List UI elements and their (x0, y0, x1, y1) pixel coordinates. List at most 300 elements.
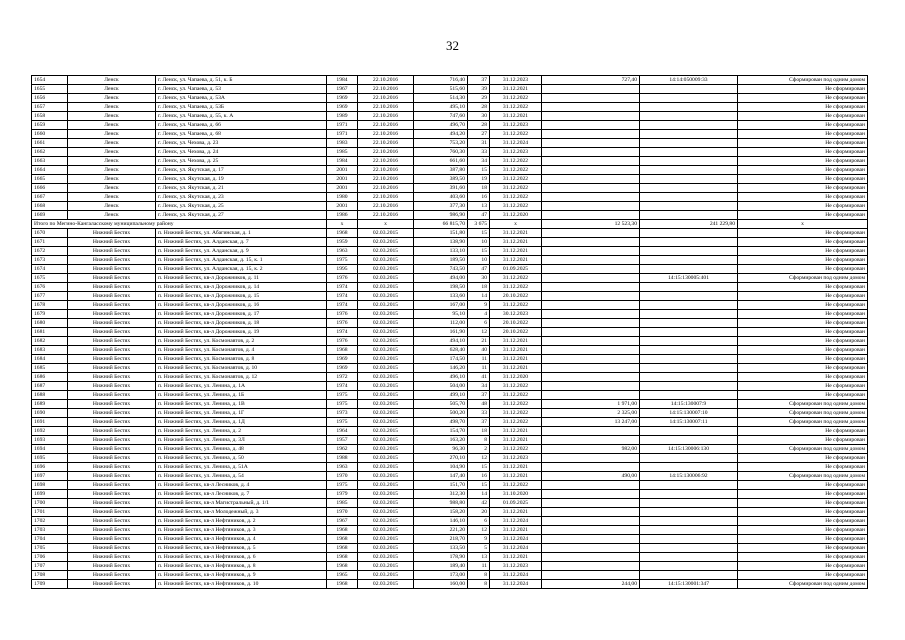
cell-build-year: 1975 (327, 418, 358, 427)
cell-land-status: Не сформирован (738, 490, 868, 499)
cell-land-area (542, 391, 640, 400)
table-row (32, 166, 868, 175)
cell-deadline: 31.12.2021 (490, 427, 542, 436)
cell-address: п. Нижний Бестях, ул. Алданская, д. 7 (156, 238, 327, 247)
cell-build-year: 2001 (327, 184, 358, 193)
cell-address: г. Ленск, ул. Якутская, д. 25 (156, 202, 327, 211)
cell-residents: 39 (468, 85, 490, 94)
cell-row-number: 1663 (32, 157, 68, 166)
cell-residents: 15 (468, 481, 490, 490)
cell-land-status: Не сформирован (738, 130, 868, 139)
cell-row-number: 1668 (32, 202, 68, 211)
cell-land-area (542, 355, 640, 364)
cell-address: п. Нижний Бестях, кв-л Дорожников, д. 19 (156, 328, 327, 337)
cell-land-status: Не сформирован (738, 373, 868, 382)
cell-land-area (542, 175, 640, 184)
cell-deadline: 31.12.2021 (490, 112, 542, 121)
cell-land-area (542, 157, 640, 166)
cell-address: г. Ленск, ул. Чапаева, д. 53А (156, 94, 327, 103)
cell-row-number: 1659 (32, 121, 68, 130)
cell-deadline: 31.12.2021 (490, 238, 542, 247)
cell-cadastral-number (640, 139, 738, 148)
cell-build-year: 2001 (327, 166, 358, 175)
cell-land-area (542, 382, 640, 391)
cell-land-area: 1 971,00 (542, 400, 640, 409)
cell-cadastral-number: 14:15:130006:130 (640, 445, 738, 454)
cell-area: 189,50 (414, 256, 468, 265)
table-row (32, 148, 868, 157)
cell-land-status: Не сформирован (738, 184, 868, 193)
cell-build-year: 1985 (327, 499, 358, 508)
cell-settlement: Нижний Бестях (68, 319, 156, 328)
cell-row-number: 1677 (32, 292, 68, 301)
cell-residents: 4 (468, 310, 490, 319)
cell-address: п. Нижний Бестях, кв-л Дорожников, д. 17 (156, 310, 327, 319)
cell-land-area (542, 139, 640, 148)
cell-residents: 48 (468, 400, 490, 409)
cell-build-year: 1969 (327, 103, 358, 112)
cell-residents: 40 (468, 346, 490, 355)
cell-deadline: 31.12.2023 (490, 121, 542, 130)
cell-area: 628,40 (414, 346, 468, 355)
cell-residents: 37 (468, 391, 490, 400)
cell-cadastral-number (640, 319, 738, 328)
cell-build-year: 1979 (327, 490, 358, 499)
cell-deadline: 31.12.2022 (490, 301, 542, 310)
table-row (32, 121, 868, 130)
cell-address: п. Нижний Бестях, ул. Космонавтов, д. 12 (156, 373, 327, 382)
cell-cadastral-number (640, 463, 738, 472)
cell-address: п. Нижний Бестях, кв-л Нефтяников, д. 10 (156, 580, 327, 589)
cell-cadastral-number (640, 292, 738, 301)
cell-area: 391,60 (414, 184, 468, 193)
cell-land-status: Не сформирован (738, 571, 868, 580)
cell-address: п. Нижний Бестях, кв-л Молодежный, д. 3 (156, 508, 327, 517)
cell-area: 312,30 (414, 490, 468, 499)
cell-land-status: Не сформирован (738, 508, 868, 517)
cell-land-status: Не сформирован (738, 193, 868, 202)
housing-register-table (31, 75, 868, 589)
cell-inclusion-date: 02.03.2015 (358, 283, 414, 292)
cell-land-status: Не сформирован (738, 517, 868, 526)
cell-row-number: 1708 (32, 571, 68, 580)
cell-land-area (542, 202, 640, 211)
table-row (32, 247, 868, 256)
cell-build-year: 1976 (327, 274, 358, 283)
cell-address: п. Нижний Бестях, ул. Ленина, д. 1А (156, 382, 327, 391)
table-row (32, 364, 868, 373)
cell-land-status: Не сформирован (738, 112, 868, 121)
cell-build-year: 1974 (327, 328, 358, 337)
cell-deadline: 31.12.2022 (490, 283, 542, 292)
cell-deadline: 31.12.2021 (490, 256, 542, 265)
cell-land-area (542, 337, 640, 346)
cell-land-status: Не сформирован (738, 283, 868, 292)
table-row (32, 499, 868, 508)
cell-cadastral-number (640, 202, 738, 211)
cell-settlement: Ленск (68, 211, 156, 220)
cell-build-year: 1969 (327, 364, 358, 373)
cell-inclusion-date: 02.03.2015 (358, 400, 414, 409)
cell-address: г. Ленск, ул. Чапаева, д. 68 (156, 130, 327, 139)
cell-area: 716,40 (414, 76, 468, 85)
table-row (32, 319, 868, 328)
cell-inclusion-date: 02.03.2015 (358, 364, 414, 373)
cell-inclusion-date: 02.03.2015 (358, 454, 414, 463)
table-row (32, 382, 868, 391)
cell-residents: 28 (468, 103, 490, 112)
cell-residents: 33 (468, 148, 490, 157)
cell-residents: 19 (468, 175, 490, 184)
cell-settlement: Нижний Бестях (68, 409, 156, 418)
cell-build-year: 1969 (327, 355, 358, 364)
cell-residents: 11 (468, 562, 490, 571)
cell-land-status: Не сформирован (738, 139, 868, 148)
table-row (32, 175, 868, 184)
cell-address: п. Нижний Бестях, кв-л Дорожников, д. 14 (156, 283, 327, 292)
cell-land-area (542, 310, 640, 319)
table-row (32, 463, 868, 472)
cell-row-number: 1674 (32, 265, 68, 274)
cell-build-year: 1968 (327, 346, 358, 355)
cell-residents: 14 (468, 490, 490, 499)
cell-land-status: Не сформирован (738, 553, 868, 562)
cell-cadastral-number (640, 382, 738, 391)
cell-area: 500,20 (414, 409, 468, 418)
cell-inclusion-date: 02.03.2015 (358, 256, 414, 265)
cell-address: п. Нижний Бестях, ул. Алданская, д. 15, к. 1 (156, 256, 327, 265)
cell-deadline: 31.10.2020 (490, 490, 542, 499)
cell-land-status: Сформирован под одним домом (738, 445, 868, 454)
cell-cadastral-number: 14:15:130005:401 (640, 274, 738, 283)
cell-build-year: 2001 (327, 202, 358, 211)
cell-land-status: Не сформирован (738, 301, 868, 310)
cell-area: 515,60 (414, 85, 468, 94)
cell-address: п. Нижний Бестях, ул. Ленина, д. 50 (156, 454, 327, 463)
cell-inclusion-date: 22.10.2016 (358, 175, 414, 184)
cell-inclusion-date: 22.10.2016 (358, 148, 414, 157)
cell-inclusion-date: 02.03.2015 (358, 544, 414, 553)
cell-land-area (542, 463, 640, 472)
cell-residents: 13 (468, 202, 490, 211)
cell-residents: 18 (468, 283, 490, 292)
cell-land-area (542, 193, 640, 202)
cell-area: 504,00 (414, 382, 468, 391)
cell-settlement: Нижний Бестях (68, 472, 156, 481)
cell-deadline: 31.12.2022 (490, 175, 542, 184)
cell-area: 218,70 (414, 535, 468, 544)
cell-row-number: 1709 (32, 580, 68, 589)
cell-land-area (542, 265, 640, 274)
cell-land-area (542, 130, 640, 139)
cell-land-area (542, 436, 640, 445)
cell-land-area (542, 112, 640, 121)
cell-inclusion-date: 02.03.2015 (358, 499, 414, 508)
cell-inclusion-date: 02.03.2015 (358, 472, 414, 481)
table-row (32, 427, 868, 436)
cell-cadastral-number (640, 121, 738, 130)
table-row (32, 130, 868, 139)
cell-deadline: 31.12.2021 (490, 337, 542, 346)
cell-deadline: 31.12.2022 (490, 202, 542, 211)
cell-land-area (542, 553, 640, 562)
cell-inclusion-date: 02.03.2015 (358, 517, 414, 526)
cell-area: 403,60 (414, 193, 468, 202)
cell-land-status: Не сформирован (738, 427, 868, 436)
cell-residents: 33 (468, 409, 490, 418)
cell-cadastral-number (640, 265, 738, 274)
cell-residents: 6 (468, 517, 490, 526)
cell-row-number: 1670 (32, 229, 68, 238)
cell-row-number: 1672 (32, 247, 68, 256)
cell-build-year: 1968 (327, 229, 358, 238)
cell-deadline: 31.12.2022 (490, 382, 542, 391)
cell-address: г. Ленск, ул. Чапаева, д. 51, к. Б (156, 76, 327, 85)
cell-deadline: 31.12.2021 (490, 355, 542, 364)
cell-inclusion-date: 02.03.2015 (358, 481, 414, 490)
cell-deadline: 31.12.2024 (490, 517, 542, 526)
cell-address: п. Нижний Бестях, кв-л Нефтяников, д. 3 (156, 526, 327, 535)
cell-cadastral-number (640, 94, 738, 103)
cell-settlement: Ленск (68, 94, 156, 103)
cell-cadastral-number (640, 562, 738, 571)
cell-inclusion-date: 22.10.2016 (358, 202, 414, 211)
cell-residents: 37 (468, 76, 490, 85)
cell-cadastral-number (640, 544, 738, 553)
cell-area: 151,70 (414, 481, 468, 490)
cell-settlement: Нижний Бестях (68, 481, 156, 490)
cell-cadastral-number (640, 364, 738, 373)
table-row (32, 445, 868, 454)
cell-residents: 10 (468, 238, 490, 247)
cell-area: 514,30 (414, 94, 468, 103)
table-row (32, 328, 868, 337)
cell-row-number: 1673 (32, 256, 68, 265)
cell-build-year: 1967 (327, 517, 358, 526)
cell-deadline: 31.12.2021 (490, 247, 542, 256)
cell-row-number: 1695 (32, 454, 68, 463)
cell-build-year: 1962 (327, 445, 358, 454)
cell-build-year: 1988 (327, 454, 358, 463)
cell-area: 112,00 (414, 319, 468, 328)
cell-inclusion-date: 02.03.2015 (358, 373, 414, 382)
cell-inclusion-date: 02.03.2015 (358, 247, 414, 256)
cell-deadline: 31.12.2023 (490, 76, 542, 85)
cell-row-number: 1666 (32, 184, 68, 193)
cell-land-area (542, 544, 640, 553)
cell-row-number: 1698 (32, 481, 68, 490)
table-row (32, 292, 868, 301)
cell-inclusion-date: 22.10.2016 (358, 166, 414, 175)
cell-cadastral-number (640, 355, 738, 364)
cell-land-area (542, 166, 640, 175)
cell-row-number: 1667 (32, 193, 68, 202)
cell-address: п. Нижний Бестях, ул. Ленина, д. 54 (156, 472, 327, 481)
total-cell: 12 523,30 (542, 220, 640, 229)
cell-area: 133,50 (414, 544, 468, 553)
cell-deadline: 31.12.2021 (490, 526, 542, 535)
cell-area: 198,50 (414, 283, 468, 292)
cell-residents: 42 (468, 499, 490, 508)
cell-build-year: 1974 (327, 301, 358, 310)
table-row (32, 337, 868, 346)
cell-residents: 15 (468, 166, 490, 175)
cell-deadline: 31.12.2023 (490, 562, 542, 571)
cell-land-area (542, 256, 640, 265)
cell-land-status: Не сформирован (738, 166, 868, 175)
cell-build-year: 1995 (327, 265, 358, 274)
table-row (32, 256, 868, 265)
cell-cadastral-number (640, 499, 738, 508)
cell-deadline: 31.12.2022 (490, 409, 542, 418)
cell-settlement: Нижний Бестях (68, 526, 156, 535)
cell-land-area (542, 283, 640, 292)
table-row (32, 355, 868, 364)
cell-cadastral-number (640, 166, 738, 175)
cell-land-status: Не сформирован (738, 94, 868, 103)
cell-settlement: Нижний Бестях (68, 274, 156, 283)
cell-build-year: 1968 (327, 535, 358, 544)
cell-residents: 2 (468, 445, 490, 454)
cell-area: 499,10 (414, 391, 468, 400)
cell-settlement: Нижний Бестях (68, 355, 156, 364)
cell-land-area (542, 454, 640, 463)
cell-land-status: Сформирован под одним домом (738, 400, 868, 409)
cell-cadastral-number (640, 481, 738, 490)
cell-cadastral-number: 14:15:130006:92 (640, 472, 738, 481)
cell-land-area (542, 238, 640, 247)
cell-address: п. Нижний Бестях, ул. Ленина, д. 48 (156, 445, 327, 454)
cell-cadastral-number (640, 490, 738, 499)
cell-land-status: Не сформирован (738, 292, 868, 301)
cell-cadastral-number (640, 103, 738, 112)
cell-area: 988,80 (414, 499, 468, 508)
cell-deadline: 31.12.2022 (490, 445, 542, 454)
cell-land-status: Не сформирован (738, 463, 868, 472)
cell-land-status: Не сформирован (738, 382, 868, 391)
cell-address: п. Нижний Бестях, ул. Космонавтов, д. 10 (156, 364, 327, 373)
cell-area: 496,70 (414, 121, 468, 130)
cell-address: п. Нижний Бестях, ул. Ленина, д. 1Д (156, 418, 327, 427)
cell-address: п. Нижний Бестях, ул. Космонавтов, д. 2 (156, 337, 327, 346)
cell-residents: 15 (468, 247, 490, 256)
cell-inclusion-date: 02.03.2015 (358, 571, 414, 580)
cell-settlement: Нижний Бестях (68, 418, 156, 427)
cell-deadline: 31.12.2024 (490, 571, 542, 580)
cell-residents: 8 (468, 436, 490, 445)
cell-inclusion-date: 02.03.2015 (358, 562, 414, 571)
cell-deadline: 01.09.2025 (490, 265, 542, 274)
cell-cadastral-number (640, 571, 738, 580)
cell-inclusion-date: 22.10.2016 (358, 103, 414, 112)
cell-residents: 30 (468, 274, 490, 283)
cell-inclusion-date: 22.10.2016 (358, 85, 414, 94)
cell-build-year: 1969 (327, 94, 358, 103)
cell-settlement: Нижний Бестях (68, 535, 156, 544)
table-row (32, 157, 868, 166)
cell-area: 133,60 (414, 292, 468, 301)
cell-land-status: Не сформирован (738, 364, 868, 373)
cell-deadline: 20.10.2022 (490, 328, 542, 337)
cell-deadline: 31.12.2020 (490, 211, 542, 220)
cell-residents: 21 (468, 337, 490, 346)
cell-area: 167,00 (414, 301, 468, 310)
cell-build-year: 1975 (327, 400, 358, 409)
cell-cadastral-number: 14:15:130001:347 (640, 580, 738, 589)
cell-build-year: 1972 (327, 373, 358, 382)
cell-build-year: 1968 (327, 544, 358, 553)
cell-land-status: Не сформирован (738, 328, 868, 337)
cell-land-area (542, 490, 640, 499)
cell-land-status: Не сформирован (738, 355, 868, 364)
cell-land-area (542, 364, 640, 373)
cell-build-year: 1970 (327, 472, 358, 481)
cell-row-number: 1676 (32, 283, 68, 292)
cell-area: 743,50 (414, 265, 468, 274)
cell-settlement: Нижний Бестях (68, 391, 156, 400)
cell-address: п. Нижний Бестях, ул. Алданская, д. 15, к. 2 (156, 265, 327, 274)
cell-row-number: 1706 (32, 553, 68, 562)
cell-residents: 11 (468, 355, 490, 364)
cell-deadline: 31.12.2021 (490, 229, 542, 238)
cell-row-number: 1660 (32, 130, 68, 139)
cell-area: 158,20 (414, 508, 468, 517)
cell-row-number: 1665 (32, 175, 68, 184)
cell-build-year: 1974 (327, 292, 358, 301)
cell-settlement: Нижний Бестях (68, 571, 156, 580)
cell-row-number: 1687 (32, 382, 68, 391)
cell-deadline: 20.10.2022 (490, 319, 542, 328)
cell-cadastral-number (640, 193, 738, 202)
cell-residents: 37 (468, 418, 490, 427)
table-row (32, 400, 868, 409)
cell-inclusion-date: 02.03.2015 (358, 463, 414, 472)
cell-settlement: Нижний Бестях (68, 310, 156, 319)
cell-residents: 8 (468, 571, 490, 580)
cell-area: 494,00 (414, 274, 468, 283)
cell-inclusion-date: 22.10.2016 (358, 139, 414, 148)
cell-cadastral-number (640, 301, 738, 310)
cell-row-number: 1681 (32, 328, 68, 337)
cell-cadastral-number (640, 310, 738, 319)
cell-inclusion-date: 02.03.2015 (358, 274, 414, 283)
cell-area: 96,30 (414, 445, 468, 454)
cell-area: 173,00 (414, 571, 468, 580)
cell-deadline: 31.12.2022 (490, 481, 542, 490)
cell-area: 760,30 (414, 148, 468, 157)
cell-row-number: 1671 (32, 238, 68, 247)
cell-area: 495,10 (414, 103, 468, 112)
cell-area: 494,20 (414, 130, 468, 139)
cell-settlement: Нижний Бестях (68, 517, 156, 526)
cell-residents: 5 (468, 544, 490, 553)
cell-residents: 10 (468, 256, 490, 265)
cell-settlement: Ленск (68, 139, 156, 148)
total-row (32, 220, 868, 229)
cell-land-status: Сформирован под одним домом (738, 580, 868, 589)
cell-deadline: 31.12.2021 (490, 553, 542, 562)
cell-inclusion-date: 02.03.2015 (358, 436, 414, 445)
table-row (32, 454, 868, 463)
cell-build-year: 1989 (327, 112, 358, 121)
table-row (32, 508, 868, 517)
cell-land-area (542, 571, 640, 580)
cell-inclusion-date: 02.03.2015 (358, 346, 414, 355)
cell-land-status: Не сформирован (738, 562, 868, 571)
cell-cadastral-number (640, 427, 738, 436)
cell-land-area (542, 247, 640, 256)
cell-area: 377,30 (414, 202, 468, 211)
